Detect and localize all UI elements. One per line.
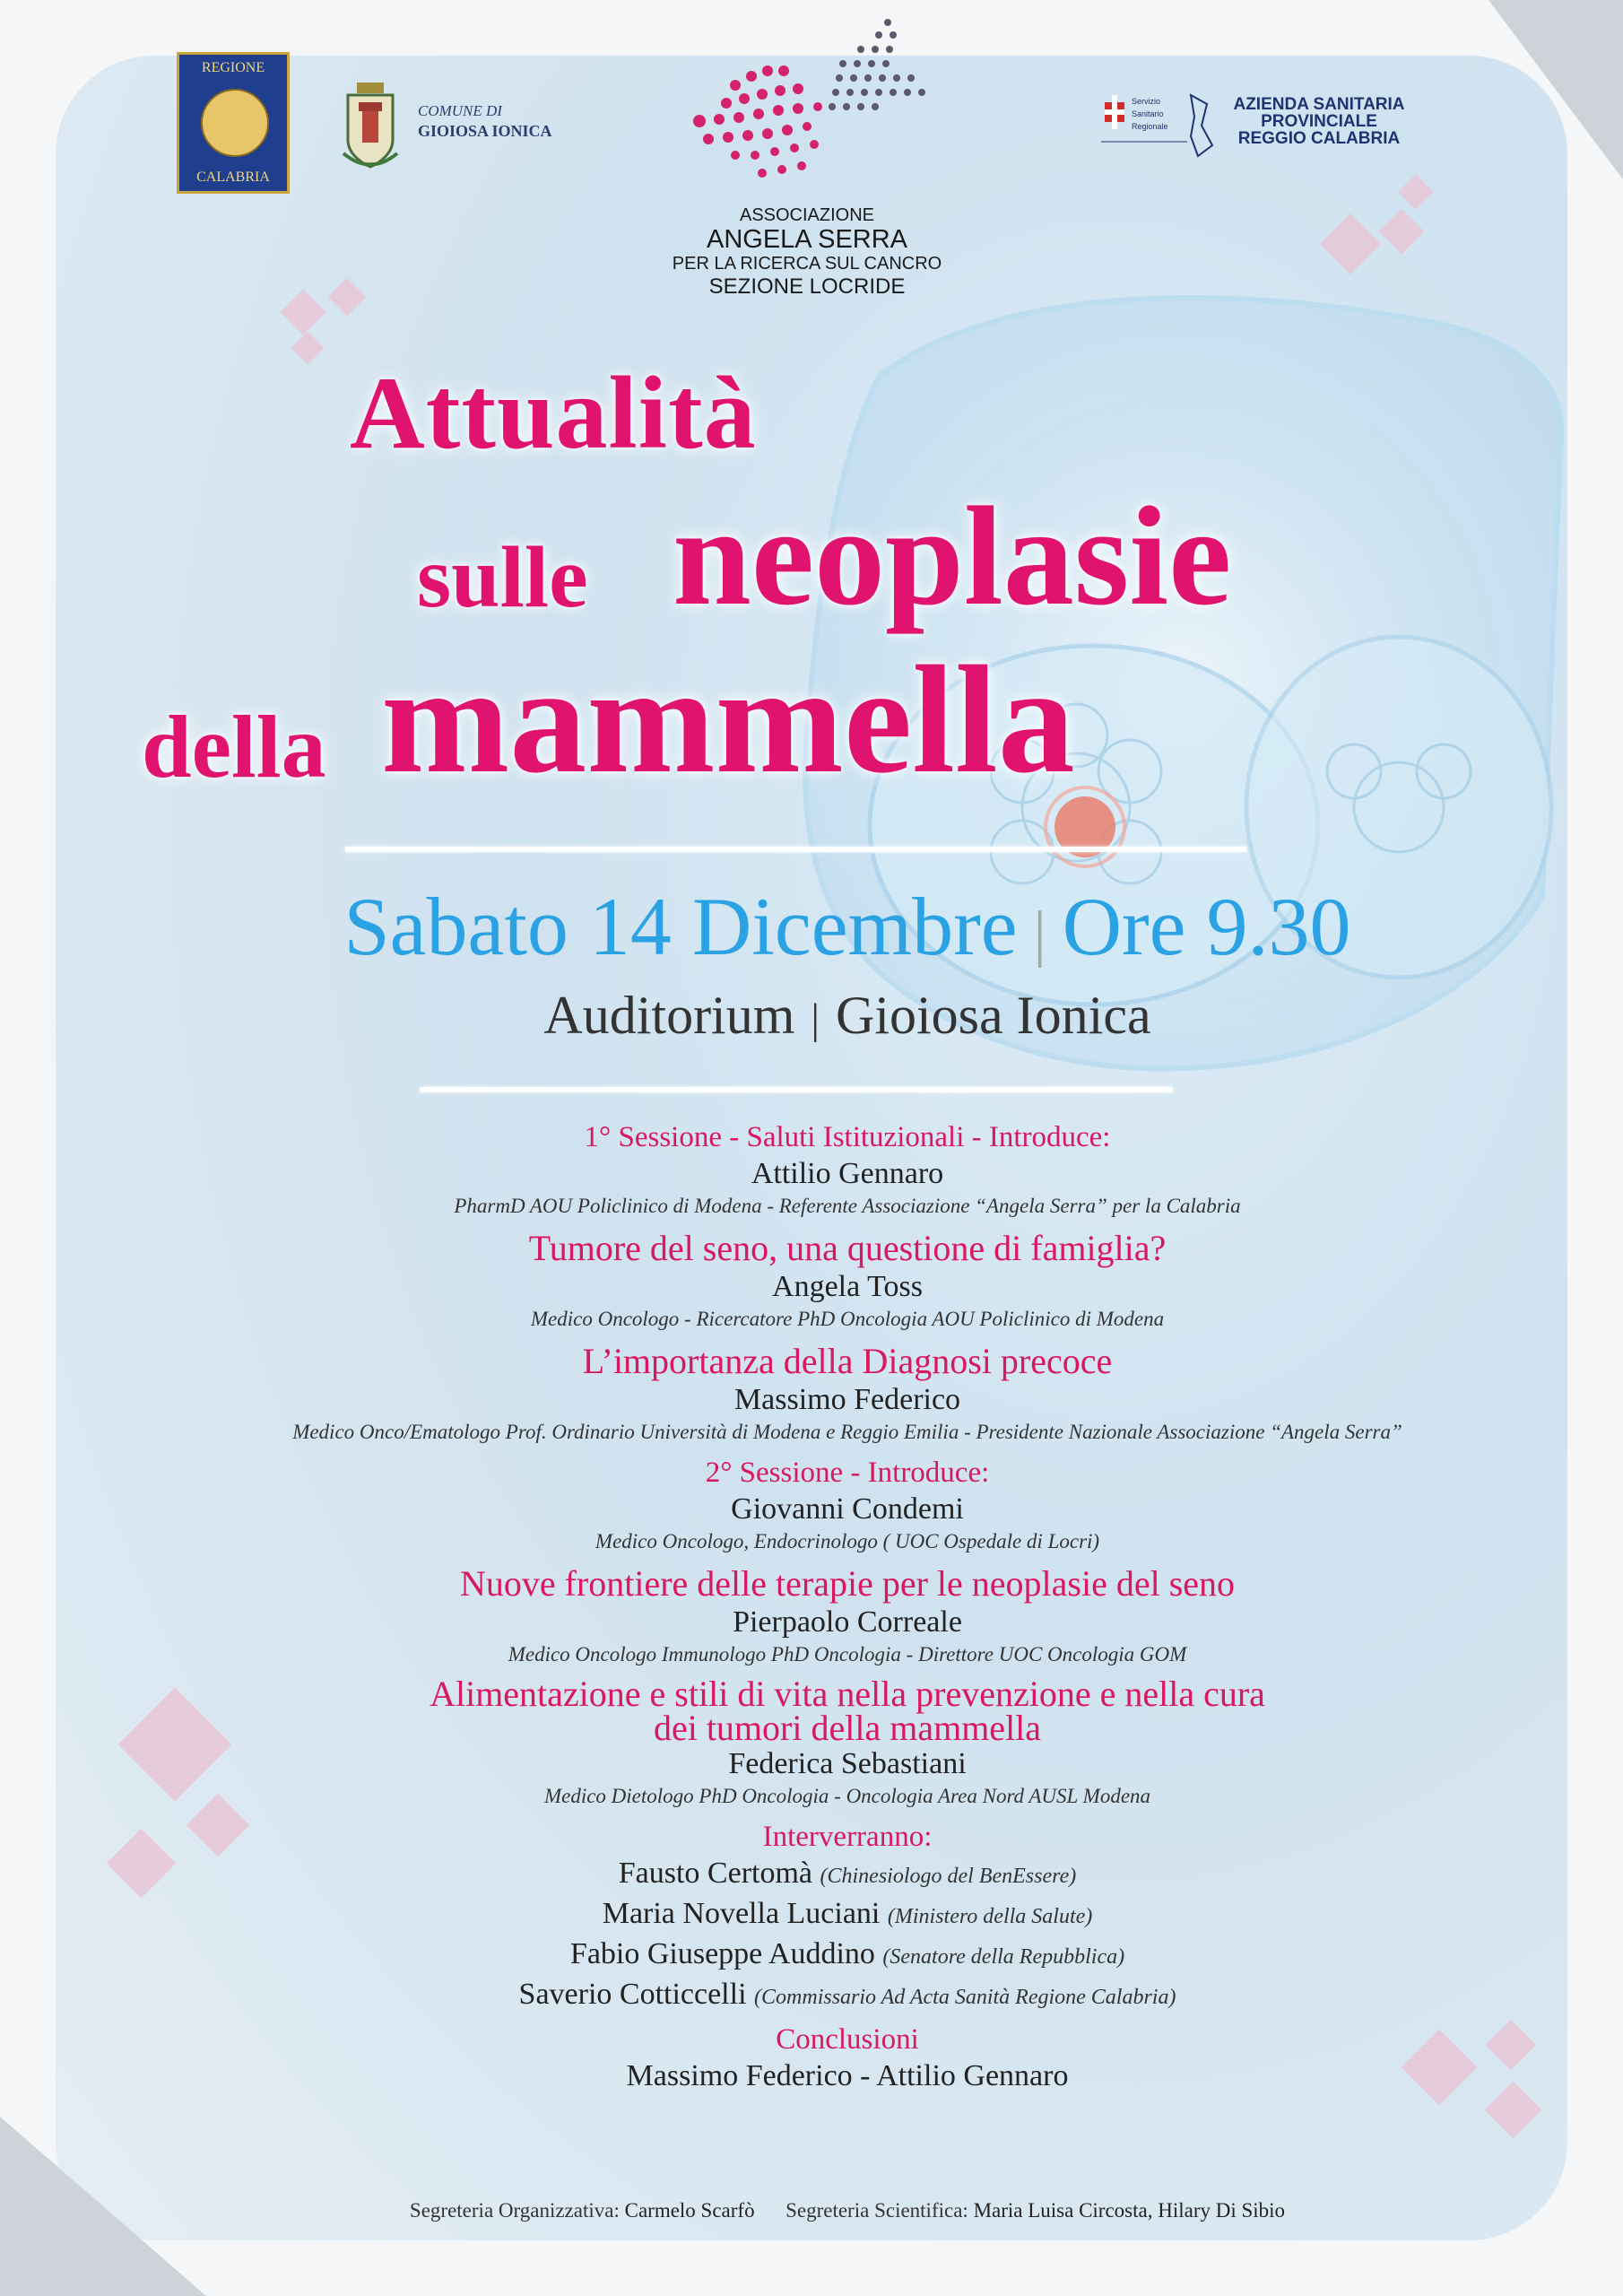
talk4-title-line2: dei tumori della mammella [653,1708,1042,1748]
talk2-title: L’importanza della Diagnosi precoce [582,1341,1113,1381]
sci-secretariat-label: Segreteria Scientifica: [785,2199,968,2222]
session2-speaker-role: Medico Oncologo, Endocrinologo ( UOC Ospedale di Locri) [595,1530,1100,1552]
intervention-name: Saverio Cotticcelli [518,1978,747,2011]
gioiosa-logo-text [418,101,552,141]
ssr-line2: Sanitario [1132,109,1164,118]
event-time: Ore 9.30 [1062,881,1351,972]
gioiosa-line1: COMUNE DI [418,102,502,119]
intervention-role: (Chinesiologo del BenEssere) [820,1865,1077,1888]
event-date-time [0,879,1623,974]
title-line3a: della [142,697,326,796]
gioiosa-coat-of-arms-icon [339,77,402,176]
conclusions-header: Conclusioni [776,2023,919,2056]
place-separator: | [811,996,820,1043]
logo-text-top: REGIONE [201,60,265,75]
interventions-header: Interverranno: [762,1821,933,1853]
gioiosa-line2: GIOIOSA IONICA [418,122,552,140]
program [0,1119,1623,2095]
corner-fold-top-right [1488,0,1623,179]
title-line1: Attualità [350,356,757,471]
intervention-role: (Ministero della Salute) [887,1905,1093,1928]
talk4-title-line1: Alimentazione e stili di vita nella prevenzione e nella cura [430,1674,1265,1714]
org-secretariat-label: Segreteria Organizzativa: [409,2199,620,2222]
session1-header: 1° Sessione - Saluti Istituzionali - Introduce: [584,1121,1111,1153]
intervention-name: Fabio Giuseppe Auddino [569,1937,875,1970]
title-line3b: mammella [381,635,1075,805]
ssr-line1: Servizio [1132,97,1161,106]
session1-speaker: Attilio Gennaro [751,1157,944,1190]
asp-line2: PROVINCIALE [1261,112,1377,131]
assoc-line3: PER LA RICERCA SUL CANCRO [672,254,942,274]
talk1-speaker: Angela Toss [772,1270,923,1303]
intervention-item [72,1895,1623,1935]
servizio-sanitario-regionale-logo [1101,90,1218,161]
talk4-speaker: Federica Sebastiani [728,1747,967,1780]
footer-secretariat [0,2199,1623,2222]
talk3-speaker: Pierpaolo Correale [733,1605,962,1639]
divider-bottom [420,1087,1173,1092]
event-venue: Auditorium [543,986,795,1045]
logo-text-bottom: CALABRIA [196,170,270,185]
talk4-speaker-role: Medico Dietologo PhD Oncologia - Oncologia Area Nord AUSL Modena [543,1785,1151,1807]
event-date: Sabato 14 Dicembre [343,881,1018,972]
session2-speaker: Giovanni Condemi [731,1492,964,1526]
asp-line3: REGGIO CALABRIA [1237,129,1401,148]
session1-speaker-role: PharmD AOU Policlinico di Modena - Referente Associazione “Angela Serra” per la Calabria [454,1195,1241,1217]
conclusions-speakers: Massimo Federico - Attilio Gennaro [626,2059,1069,2092]
intervention-role: (Commissario Ad Acta Sanità Regione Calabria) [754,1986,1176,2009]
talk3-title: Nuove frontiere delle terapie per le neoplasie del seno [459,1563,1236,1604]
angela-serra-dots-logo-icon [681,13,950,197]
talk3-speaker-role: Medico Oncologo Immunologo PhD Oncologia - Direttore UOC Oncologia GOM [508,1643,1187,1665]
assoc-line1: ASSOCIAZIONE [739,205,875,225]
calabria-shield-icon [201,89,269,157]
regione-calabria-logo [177,52,290,194]
ssr-line3: Regionale [1132,122,1168,131]
talk2-speaker: Massimo Federico [733,1383,961,1416]
intervention-role: (Senatore della Repubblica) [882,1945,1125,1969]
talk1-speaker-role: Medico Oncologo - Ricercatore PhD Oncologia AOU Policlinico di Modena [530,1308,1165,1330]
talk1-title: Tumore del seno, una questione di famiglia? [528,1228,1167,1268]
intervention-name: Maria Novella Luciani [602,1897,881,1930]
assoc-line2: ANGELA SERRA [706,225,908,254]
title-line2b: neoplasie [673,478,1232,635]
assoc-line4: SEZIONE LOCRIDE [708,274,906,299]
title-line2a: sulle [417,529,588,626]
event-location [0,985,1623,1047]
asp-reggio-calabria-text [1225,96,1413,147]
intervention-item [72,1976,1623,2016]
intervention-item [72,1935,1623,1976]
asp-line1: AZIENDA SANITARIA [1233,95,1405,114]
angela-serra-association-text [619,204,995,300]
intervention-name: Fausto Certomà [618,1857,813,1890]
talk2-speaker-role: Medico Onco/Ematologo Prof. Ordinario Università di Modena e Reggio Emilia - Presidente Nazionale Associazione “Angela Serra” [292,1421,1402,1443]
sci-secretariat-name: Maria Luisa Circosta, Hilary Di Sibio [973,2199,1286,2222]
session2-header: 2° Sessione - Introduce: [705,1457,990,1489]
intervention-item [72,1855,1623,1895]
event-city: Gioiosa Ionica [836,986,1151,1045]
date-separator: | [1033,900,1046,969]
org-secretariat-name: Carmelo Scarfò [624,2199,755,2222]
divider-top [345,847,1246,852]
